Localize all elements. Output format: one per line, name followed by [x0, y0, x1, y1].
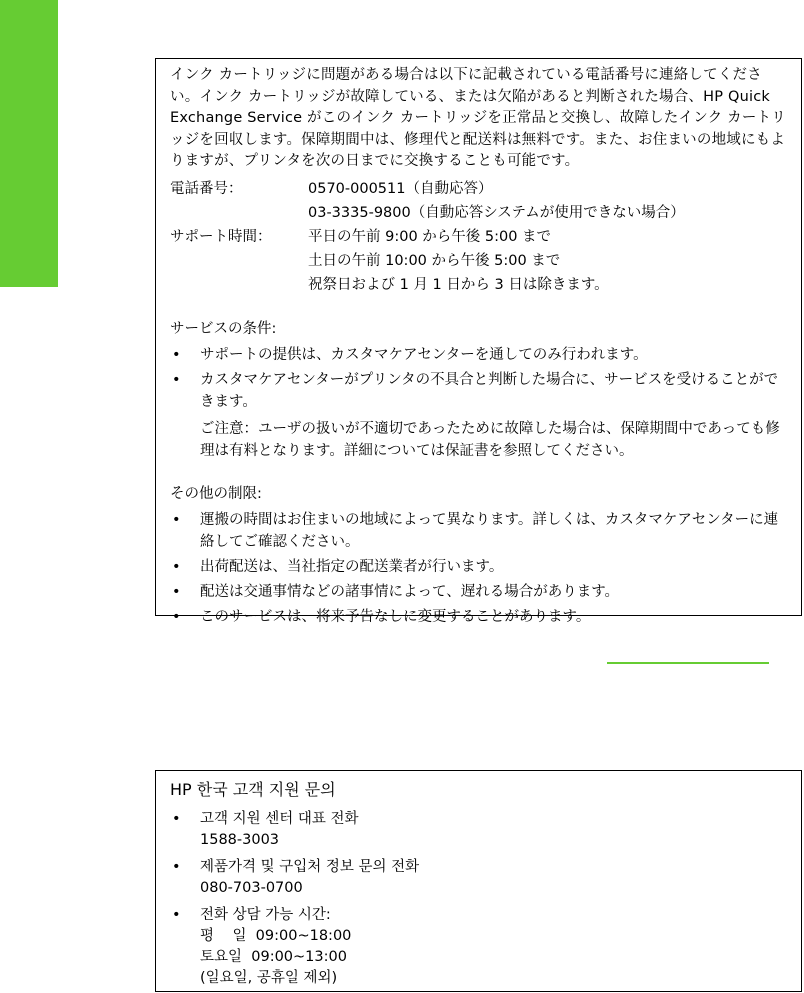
- list-item: [170, 369, 789, 462]
- phone-values: [308, 177, 789, 225]
- bullet-icon: •: [172, 583, 181, 600]
- list-item: [170, 606, 789, 628]
- hours-weekend: 土日の午前 10:00 から午後 5:00 まで: [308, 252, 561, 269]
- hours-weekday: 평 일 09:00~18:00: [200, 928, 352, 944]
- phone-number: 1588-3003: [200, 832, 280, 848]
- list-item: [170, 809, 789, 851]
- list-item-text: 運搬の時間はお住まいの地域によって異なります。詳しくは、カスタマケアセンターに連絡してご確認ください。: [200, 511, 779, 550]
- list-item: [170, 556, 789, 578]
- list-item-text: カスタマケアセンターがプリンタの不具合と判断した場合に、サービスを受けることができます。: [200, 371, 779, 410]
- korea-title: HP 한국 고객 지원 문의: [170, 780, 336, 799]
- hours-saturday: 토요일 09:00~13:00: [200, 949, 347, 965]
- list-item-label: 제품가격 및 구입처 정보 문의 전화: [200, 859, 420, 875]
- conditions-list: [170, 344, 789, 462]
- bullet-icon: •: [172, 811, 181, 827]
- list-item-text: 配送は交通事情などの諸事情によって、遅れる場合があります。: [200, 583, 620, 600]
- hours-label: サポート時間：: [170, 228, 272, 245]
- bullet-icon: •: [172, 859, 181, 875]
- conditions-heading: サービスの条件:: [170, 320, 277, 337]
- hours-weekday: 平日の午前 9:00 から午後 5:00 まで: [308, 228, 552, 245]
- phone-number-2: 03-3335-9800（自動応答システムが使用できない場合）: [308, 204, 685, 221]
- list-item-label: 고객 지원 센터 대표 전화: [200, 811, 359, 827]
- section-link-underline: [607, 662, 769, 664]
- list-item-label: 전화 상담 가능 시간:: [200, 907, 331, 923]
- list-item: [170, 857, 789, 899]
- list-item-text: このサービスは、将来予告なしに変更することがあります。: [200, 608, 591, 625]
- hours-holidays: 祝祭日および 1 月 1 日から 3 日は除きます。: [308, 276, 609, 293]
- bullet-icon: •: [172, 558, 181, 575]
- hours-note: (일요일, 공휴일 제외): [200, 970, 338, 986]
- conditions-note: ご注意：ユーザの扱いが不適切であったために故障した場合は、保障期間中であっても修理は有料となります。詳細については保証書を参照してください。: [200, 420, 780, 459]
- hours-row: [170, 225, 789, 297]
- korea-support-box: [155, 770, 802, 992]
- other-restrictions-heading: その他の制限:: [170, 485, 262, 502]
- phone-row: [170, 177, 789, 225]
- bullet-icon: •: [172, 608, 181, 625]
- bullet-icon: •: [172, 346, 181, 363]
- hours-values: [308, 225, 789, 297]
- japan-intro-text: インク カートリッジに問題がある場合は以下に記載されている電話番号に連絡してください。インク カートリッジが故障している、または欠陥があると判断された場合、HP Quick Exchange Service がこのインク カートリッジを正常品と交換し、故障したインク カートリッジを回収します。保障期間中は、修理代と配送料は無料です。また、お住まいの地域にもよりますが、プリンタを次の日までに交換することも可能です。: [170, 67, 786, 169]
- list-item: [170, 581, 789, 603]
- list-item: [170, 905, 789, 989]
- bullet-icon: •: [172, 511, 181, 528]
- chapter-side-tab: [0, 0, 58, 287]
- japan-support-box: [155, 58, 802, 625]
- list-item: [170, 344, 789, 366]
- phone-number: 080-703-0700: [200, 880, 303, 896]
- bullet-icon: •: [172, 907, 181, 923]
- list-item-text: サポートの提供は、カスタマケアセンターを通してのみ行われます。: [200, 346, 648, 363]
- list-item-text: 出荷配送は、当社指定の配送業者が行います。: [200, 558, 504, 575]
- bullet-icon: •: [172, 371, 181, 388]
- phone-number-1: 0570-000511（自動応答）: [308, 180, 493, 197]
- list-item: [170, 509, 789, 553]
- korea-contact-list: [170, 809, 789, 989]
- other-restrictions-list: [170, 509, 789, 628]
- phone-label: 電話番号：: [170, 180, 243, 197]
